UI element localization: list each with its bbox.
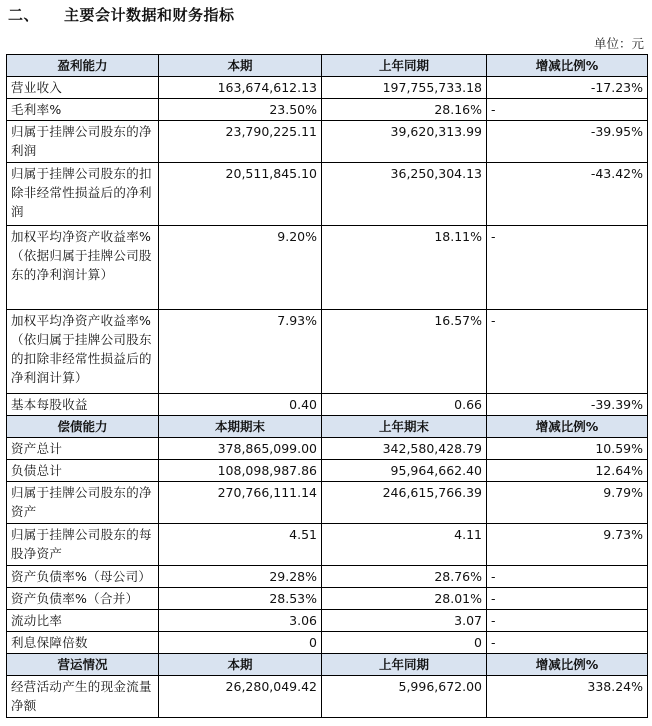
table-row xyxy=(7,121,648,163)
table-row xyxy=(7,524,648,566)
change-value: - xyxy=(487,566,648,588)
previous-value: 246,615,766.39 xyxy=(322,482,487,524)
financial-table xyxy=(6,54,648,718)
profitability-header-1: 本期 xyxy=(159,55,322,77)
row-label: 加权平均净资产收益率%（依据归属于挂牌公司股东的净利润计算） xyxy=(7,226,159,310)
current-value: 28.53% xyxy=(159,588,322,610)
current-value: 9.20% xyxy=(159,226,322,310)
change-value: 12.64% xyxy=(487,460,648,482)
current-value: 23.50% xyxy=(159,99,322,121)
previous-value: 95,964,662.40 xyxy=(322,460,487,482)
row-label: 资产总计 xyxy=(7,438,159,460)
row-label: 营业收入 xyxy=(7,77,159,99)
operations-header-0: 营运情况 xyxy=(7,654,159,676)
previous-value: 28.76% xyxy=(322,566,487,588)
table-row xyxy=(7,77,648,99)
current-value: 20,511,845.10 xyxy=(159,163,322,226)
row-label: 归属于挂牌公司股东的净利润 xyxy=(7,121,159,163)
previous-value: 0 xyxy=(322,632,487,654)
change-value: 10.59% xyxy=(487,438,648,460)
change-value: -39.39% xyxy=(487,394,648,416)
current-value: 29.28% xyxy=(159,566,322,588)
change-value: -39.95% xyxy=(487,121,648,163)
change-value: 9.79% xyxy=(487,482,648,524)
row-label: 归属于挂牌公司股东的净资产 xyxy=(7,482,159,524)
previous-value: 5,996,672.00 xyxy=(322,676,487,718)
change-value: -17.23% xyxy=(487,77,648,99)
previous-value: 4.11 xyxy=(322,524,487,566)
section-heading xyxy=(8,4,235,25)
current-value: 378,865,099.00 xyxy=(159,438,322,460)
table-row xyxy=(7,99,648,121)
change-value: - xyxy=(487,588,648,610)
change-value: - xyxy=(487,310,648,394)
previous-value: 39,620,313.99 xyxy=(322,121,487,163)
table-row xyxy=(7,482,648,524)
previous-value: 18.11% xyxy=(322,226,487,310)
solvency-header-2: 上年期末 xyxy=(322,416,487,438)
current-value: 0.40 xyxy=(159,394,322,416)
table-row xyxy=(7,676,648,718)
operations-header-2: 上年同期 xyxy=(322,654,487,676)
row-label: 加权平均净资产收益率%（依归属于挂牌公司股东的扣除非经常性损益后的净利润计算） xyxy=(7,310,159,394)
previous-value: 16.57% xyxy=(322,310,487,394)
row-label: 基本每股收益 xyxy=(7,394,159,416)
table-row xyxy=(7,632,648,654)
change-value: - xyxy=(487,226,648,310)
row-label: 资产负债率%（合并） xyxy=(7,588,159,610)
solvency-header-1: 本期期末 xyxy=(159,416,322,438)
current-value: 163,674,612.13 xyxy=(159,77,322,99)
profitability-header-row xyxy=(7,55,648,77)
operations-header-1: 本期 xyxy=(159,654,322,676)
operations-header-3: 增减比例% xyxy=(487,654,648,676)
current-value: 7.93% xyxy=(159,310,322,394)
table-row xyxy=(7,588,648,610)
unit-label: 单位：元 xyxy=(593,36,644,51)
table-row xyxy=(7,310,648,394)
table-row xyxy=(7,394,648,416)
current-value: 26,280,049.42 xyxy=(159,676,322,718)
previous-value: 28.16% xyxy=(322,99,487,121)
previous-value: 28.01% xyxy=(322,588,487,610)
profitability-header-2: 上年同期 xyxy=(322,55,487,77)
change-value: - xyxy=(487,610,648,632)
section-title: 主要会计数据和财务指标 xyxy=(64,6,235,24)
change-value: -43.42% xyxy=(487,163,648,226)
change-value: - xyxy=(487,632,648,654)
table-row xyxy=(7,460,648,482)
change-value: - xyxy=(487,99,648,121)
operations-header-row xyxy=(7,654,648,676)
current-value: 4.51 xyxy=(159,524,322,566)
row-label: 归属于挂牌公司股东的扣除非经常性损益后的净利润 xyxy=(7,163,159,226)
current-value: 23,790,225.11 xyxy=(159,121,322,163)
profitability-header-3: 增减比例% xyxy=(487,55,648,77)
table-row xyxy=(7,226,648,310)
previous-value: 36,250,304.13 xyxy=(322,163,487,226)
change-value: 338.24% xyxy=(487,676,648,718)
row-label: 利息保障倍数 xyxy=(7,632,159,654)
solvency-header-row xyxy=(7,416,648,438)
current-value: 3.06 xyxy=(159,610,322,632)
table-row xyxy=(7,566,648,588)
row-label: 归属于挂牌公司股东的每股净资产 xyxy=(7,524,159,566)
solvency-header-0: 偿债能力 xyxy=(7,416,159,438)
row-label: 经营活动产生的现金流量净额 xyxy=(7,676,159,718)
section-number: 二、 xyxy=(8,6,40,24)
row-label: 毛利率% xyxy=(7,99,159,121)
current-value: 108,098,987.86 xyxy=(159,460,322,482)
current-value: 270,766,111.14 xyxy=(159,482,322,524)
previous-value: 197,755,733.18 xyxy=(322,77,487,99)
row-label: 流动比率 xyxy=(7,610,159,632)
row-label: 负债总计 xyxy=(7,460,159,482)
previous-value: 0.66 xyxy=(322,394,487,416)
previous-value: 342,580,428.79 xyxy=(322,438,487,460)
previous-value: 3.07 xyxy=(322,610,487,632)
current-value: 0 xyxy=(159,632,322,654)
solvency-header-3: 增减比例% xyxy=(487,416,648,438)
row-label: 资产负债率%（母公司） xyxy=(7,566,159,588)
table-row xyxy=(7,610,648,632)
table-row xyxy=(7,438,648,460)
profitability-header-0: 盈利能力 xyxy=(7,55,159,77)
table-row xyxy=(7,163,648,226)
change-value: 9.73% xyxy=(487,524,648,566)
